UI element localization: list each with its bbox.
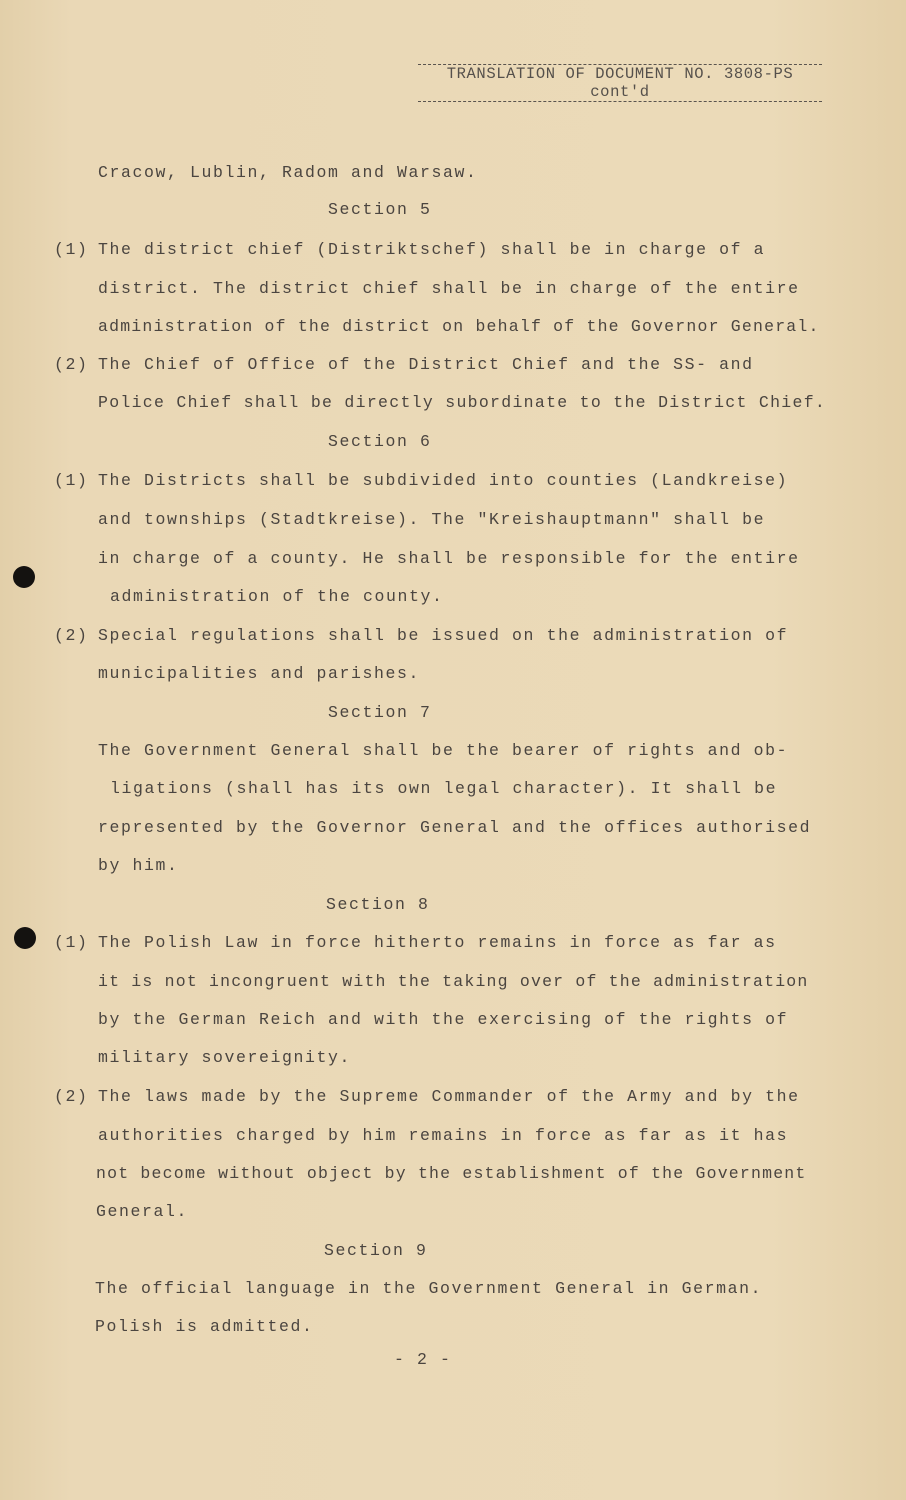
text-line: not become without object by the establishment of the Government — [96, 1164, 807, 1183]
paragraph-number: (2) — [54, 1087, 89, 1106]
text-line: administration of the district on behalf of the Governor General. — [98, 317, 820, 336]
text-line: The official language in the Government General in German. — [95, 1279, 763, 1298]
text-line: The Districts shall be subdivided into counties (Landkreise) — [98, 471, 789, 490]
text-line: The Polish Law in force hitherto remains in force as far as — [98, 933, 777, 952]
header-title: TRANSLATION OF DOCUMENT NO. 3808-PS — [446, 65, 794, 83]
text-line: Cracow, Lublin, Radom and Warsaw. — [98, 163, 478, 182]
text-line: General. — [96, 1202, 189, 1221]
text-line: The Chief of Office of the District Chief and the SS- and — [98, 355, 754, 374]
text-line: and townships (Stadtkreise). The "Kreishauptmann" shall be — [98, 510, 766, 529]
text-line: represented by the Governor General and the offices authorised — [98, 818, 812, 837]
punch-hole — [13, 566, 35, 588]
section-heading: Section 9 — [324, 1241, 428, 1260]
paragraph-number: (1) — [54, 240, 89, 259]
paragraph-number: (1) — [54, 933, 89, 952]
text-line: by him. — [98, 856, 179, 875]
text-line: district. The district chief shall be in charge of the entire — [98, 279, 800, 298]
header-rule-bottom — [418, 101, 822, 102]
text-line: military sovereignity. — [98, 1048, 352, 1067]
page-number: - 2 - — [394, 1350, 452, 1369]
text-line: ligations (shall has its own legal character). It shall be — [110, 779, 778, 798]
text-line: Polish is admitted. — [95, 1317, 314, 1336]
text-line: municipalities and parishes. — [98, 664, 421, 683]
text-line: it is not incongruent with the taking over of the administration — [98, 972, 809, 991]
paragraph-number: (2) — [54, 355, 89, 374]
text-line: Special regulations shall be issued on the administration of — [98, 626, 789, 645]
document-header — [418, 64, 822, 102]
paragraph-number: (1) — [54, 471, 89, 490]
section-heading: Section 7 — [328, 703, 432, 722]
punch-hole — [14, 927, 36, 949]
text-line: The laws made by the Supreme Commander of the Army and by the — [98, 1087, 800, 1106]
header-subtitle: cont'd — [590, 83, 650, 101]
text-line: The Government General shall be the bearer of rights and ob- — [98, 741, 789, 760]
text-line: administration of the county. — [110, 587, 444, 606]
section-heading: Section 5 — [328, 200, 432, 219]
text-line: The district chief (Distriktschef) shall be in charge of a — [98, 240, 766, 259]
text-line: by the German Reich and with the exercising of the rights of — [98, 1010, 789, 1029]
text-line: Police Chief shall be directly subordinate to the District Chief. — [98, 393, 827, 412]
paragraph-number: (2) — [54, 626, 89, 645]
section-heading: Section 6 — [328, 432, 432, 451]
text-line: authorities charged by him remains in force as far as it has — [98, 1126, 789, 1145]
section-heading: Section 8 — [326, 895, 430, 914]
text-line: in charge of a county. He shall be responsible for the entire — [98, 549, 800, 568]
